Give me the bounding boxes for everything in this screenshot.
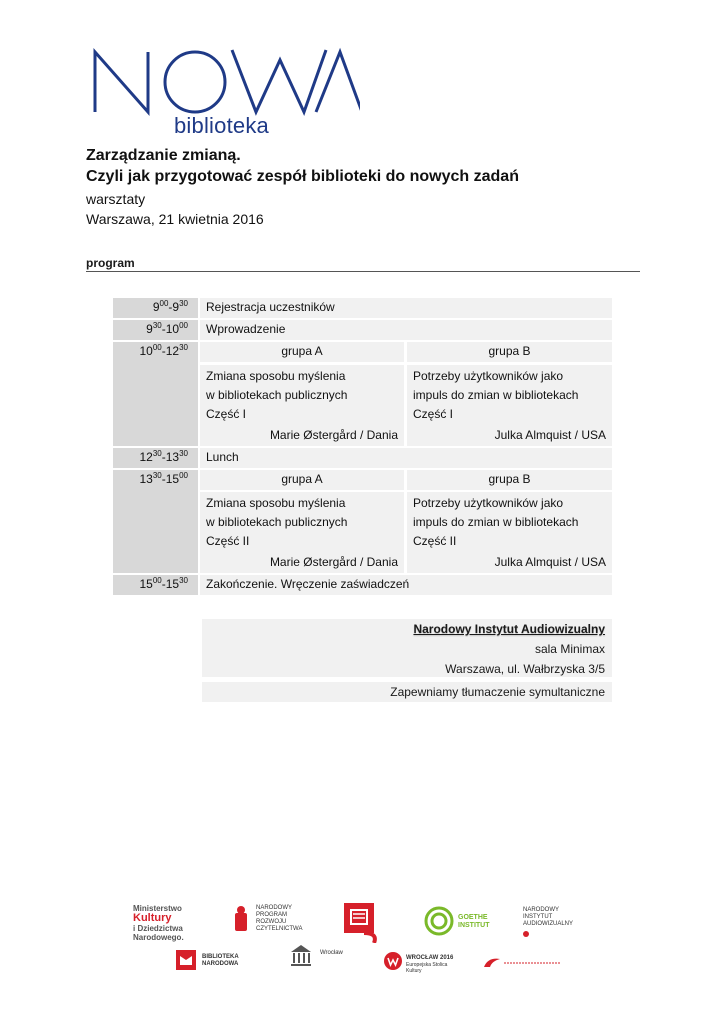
session-line: w bibliotekach publicznych <box>206 515 348 529</box>
partner-strip-logo <box>482 955 562 969</box>
session-line: impuls do zmian w bibliotekach <box>413 388 579 402</box>
wroclaw-w-icon <box>384 952 402 970</box>
partner-swoosh-icon <box>482 955 562 969</box>
session-group-b-part-2 <box>407 492 612 573</box>
time-cell: $12^{30}-13^{30}$ <box>113 448 198 468</box>
session-line: Zmiana sposobu myślenia <box>206 369 346 383</box>
session-line: impuls do zmian w bibliotekach <box>413 515 579 529</box>
nina-dot-icon <box>523 931 529 937</box>
session-closing: Zakończenie. Wręczenie zaświadczeń <box>200 575 612 595</box>
goethe-icon <box>424 906 454 936</box>
time-cell: $15^{00}-15^{30}$ <box>113 575 198 595</box>
npr-emblem-icon <box>232 905 250 933</box>
time-cell: $9^{00}-9^{30}$ <box>113 298 198 318</box>
unesco-temple-icon <box>290 944 312 968</box>
session-registration: Rejestracja uczestników <box>200 298 612 318</box>
group-b-label: grupa B <box>407 342 612 362</box>
session-line: Potrzeby użytkowników jako <box>413 496 564 510</box>
group-b-label: grupa B <box>407 470 612 490</box>
venue-box <box>202 619 612 677</box>
divider <box>86 271 640 272</box>
session-group-b-part-1 <box>407 365 612 446</box>
session-line: Część II <box>206 534 250 548</box>
session-lunch: Lunch <box>200 448 612 468</box>
bn-emblem-icon <box>176 950 196 970</box>
group-a-label: grupa A <box>200 342 404 362</box>
nina-logo: NARODOWY INSTYTUT AUDIOWIZUALNY <box>523 907 603 940</box>
session-group-a-part-1 <box>200 365 404 446</box>
group-a-label: grupa A <box>200 470 404 490</box>
session-introduction: Wprowadzenie <box>200 320 612 340</box>
time-cell: $9^{30}-10^{00}$ <box>113 320 198 340</box>
session-line: Zmiana sposobu myślenia <box>206 496 346 510</box>
session-group-a-part-2 <box>200 492 404 573</box>
session-line: Część I <box>206 407 247 421</box>
speaker: Marie Østergård / Dania <box>269 428 398 442</box>
book-institute-icon <box>344 903 378 943</box>
title-line-2: Czyli jak przygotować zespół biblioteki do nowych zadań <box>86 168 519 185</box>
nowa-biblioteka-logo <box>90 46 360 141</box>
translation-note: Zapewniamy tłumaczenie symultaniczne <box>202 682 612 702</box>
subtitle: warsztaty <box>86 191 146 207</box>
speaker: Julka Almquist / USA <box>494 555 606 569</box>
speaker: Marie Østergård / Dania <box>269 555 398 569</box>
session-line: w bibliotekach publicznych <box>206 388 348 402</box>
speaker: Julka Almquist / USA <box>494 428 606 442</box>
nowa-logo-mark <box>90 46 360 116</box>
mkidn-logo: Ministerstwo Kultury i Dziedzictwa Narodowego. <box>133 904 184 942</box>
session-line: Potrzeby użytkowników jako <box>413 369 564 383</box>
session-line: Część II <box>413 534 457 548</box>
instytut-ksiazki-logo <box>344 903 378 943</box>
time-cell: $10^{00}-12^{30}$ <box>113 342 198 446</box>
title-line-1: Zarządzanie zmianą. <box>86 147 241 164</box>
venue-room: sala Minimax <box>534 642 605 656</box>
venue-address: Warszawa, ul. Wałbrzyska 3/5 <box>445 662 605 676</box>
session-line: Część I <box>413 407 454 421</box>
logo-subtitle: biblioteka <box>174 113 269 138</box>
time-cell: $13^{30}-15^{00}$ <box>113 470 198 573</box>
event-date: Warszawa, 21 kwietnia 2016 <box>86 211 264 227</box>
program-label: program <box>86 256 135 270</box>
venue-organization: Narodowy Instytut Audiowizualny <box>413 622 605 636</box>
